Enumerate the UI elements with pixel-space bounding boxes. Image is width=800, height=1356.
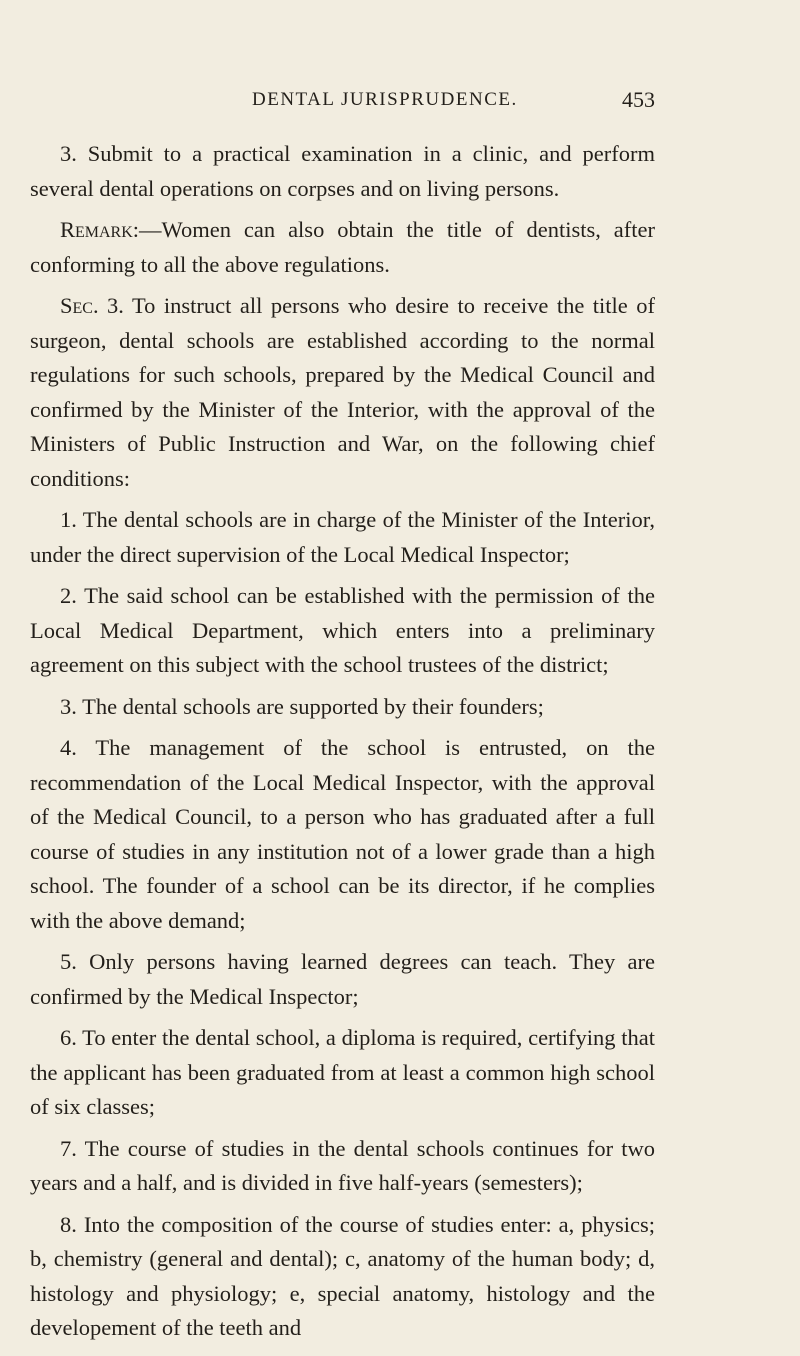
paragraph-condition-6: 6. To enter the dental school, a diploma is required, certifying that the applicant has been graduated from at least a common high school of six classes; [30, 1025, 655, 1119]
paragraph-condition-1: 1. The dental schools are in charge of the Minister of the Interior, under the direct supervision of the Local Medical Inspector; [30, 507, 655, 567]
paragraph-section-3: Sec. 3. To instruct all persons who desire to receive the title of surgeon, dental schools are established according to the normal regulations for such schools, prepared by the Medical Council and confirmed by the Minister of the Interior, with the approval of the Ministers of Public Instruction and War, on the following chief conditions: [30, 293, 655, 491]
paragraph-item-3: 3. Submit to a practical examination in a clinic, and perform several dental operations on corpses and on living persons. [30, 141, 655, 201]
paragraph-condition-2: 2. The said school can be established with the permission of the Local Medical Department, which enters into a preliminary agreement on this subject with the school trustees of the district; [30, 583, 655, 677]
body-text [30, 137, 655, 1346]
paragraph-condition-3: 3. The dental schools are supported by their founders; [60, 693, 544, 719]
paragraph-condition-5: 5. Only persons having learned degrees can teach. They are confirmed by the Medical Inspector; [30, 949, 655, 1009]
running-title: DENTAL JURISPRUDENCE. [252, 89, 518, 110]
remark-label: Remark [60, 217, 133, 242]
running-header [30, 89, 655, 115]
paragraph-condition-4: 4. The management of the school is entrusted, on the recommendation of the Local Medical Inspector, with the approval of the Medical Council, to a person who has graduated after a full course of studies in any institution not of a lower grade than a high school. The founder of a school can be its director, if he complies with the above demand; [30, 735, 655, 933]
paragraph-condition-8: 8. Into the composition of the course of studies enter: a, physics; b, chemistry (general and dental); c, anatomy of the human body; d, histology and physiology; e, special anatomy, histology and the developement of the teeth and [30, 1211, 655, 1340]
paragraph-condition-7: 7. The course of studies in the dental schools continues for two years and a half, and is divided in five half-years (semesters); [30, 1135, 655, 1195]
section-label: Sec. 3. [60, 293, 124, 318]
paragraph-remark: Remark:—Women can also obtain the title of dentists, after conforming to all the above regulations. [30, 217, 655, 277]
page-number: 453 [622, 87, 655, 112]
